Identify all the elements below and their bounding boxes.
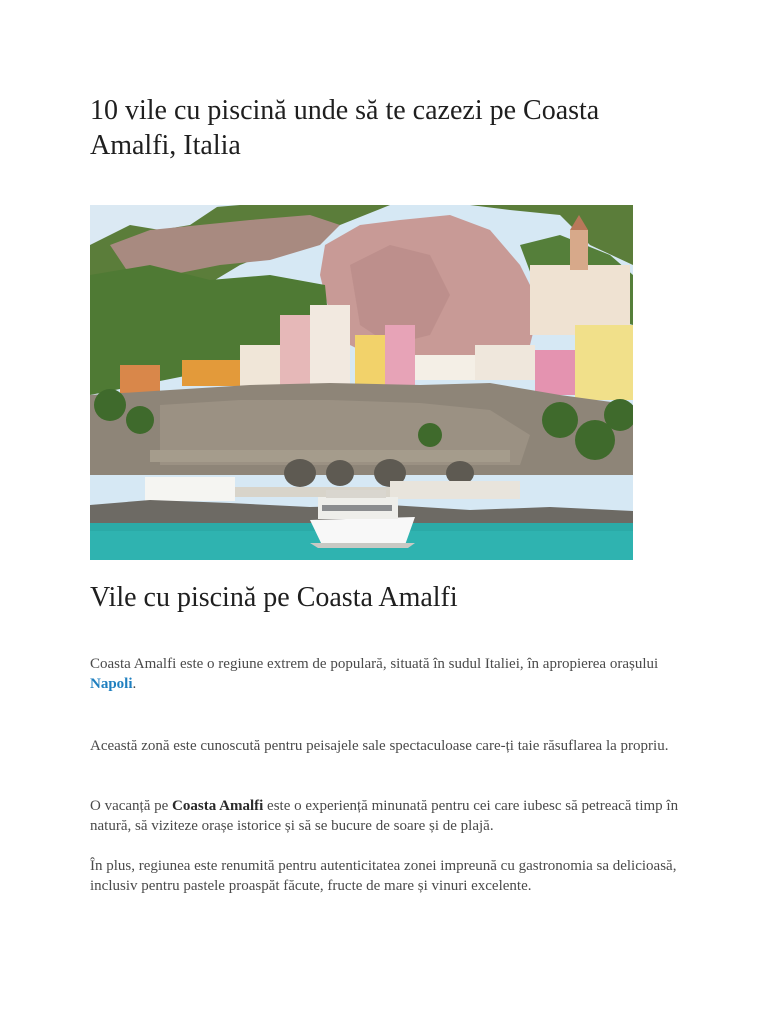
amalfi-coast-photo [90,205,633,560]
paragraph-vacation-end: este o experiență minunată pentru cei care iubesc să petreacă timp în natură, să viziteze orașe istorice și să se bucure de soare și de plajă. [90,798,679,834]
paragraph-intro-end: . [132,676,137,692]
paragraph-vacation [90,796,680,836]
section-heading: Vile cu piscină pe Coasta Amalfi [90,582,458,613]
paragraph-intro-text: Coasta Amalfi este o regiune extrem de populară, situată în sudul Italiei, în apropierea orașului [90,656,659,672]
paragraph-vacation-bold: Coasta Amalfi [172,798,264,814]
article-title: 10 vile cu piscină unde să te cazezi pe Coasta Amalfi, Italia [90,95,600,161]
paragraph-vacation-start: O vacanță pe [90,798,173,814]
paragraph-landscape: Această zonă este cunoscută pentru peisajele sale spectaculoase care-ți taie răsuflarea la propriu. [90,738,669,754]
paragraph-intro [90,654,680,694]
paragraph-gastronomy: În plus, regiunea este renumită pentru autenticitatea zonei impreună cu gastronomia sa delicioasă, inclusiv pentru pastele proaspăt făcute, fructe de mare și vinuri excelente. [90,858,677,894]
napoli-link[interactable]: Napoli [90,676,133,692]
